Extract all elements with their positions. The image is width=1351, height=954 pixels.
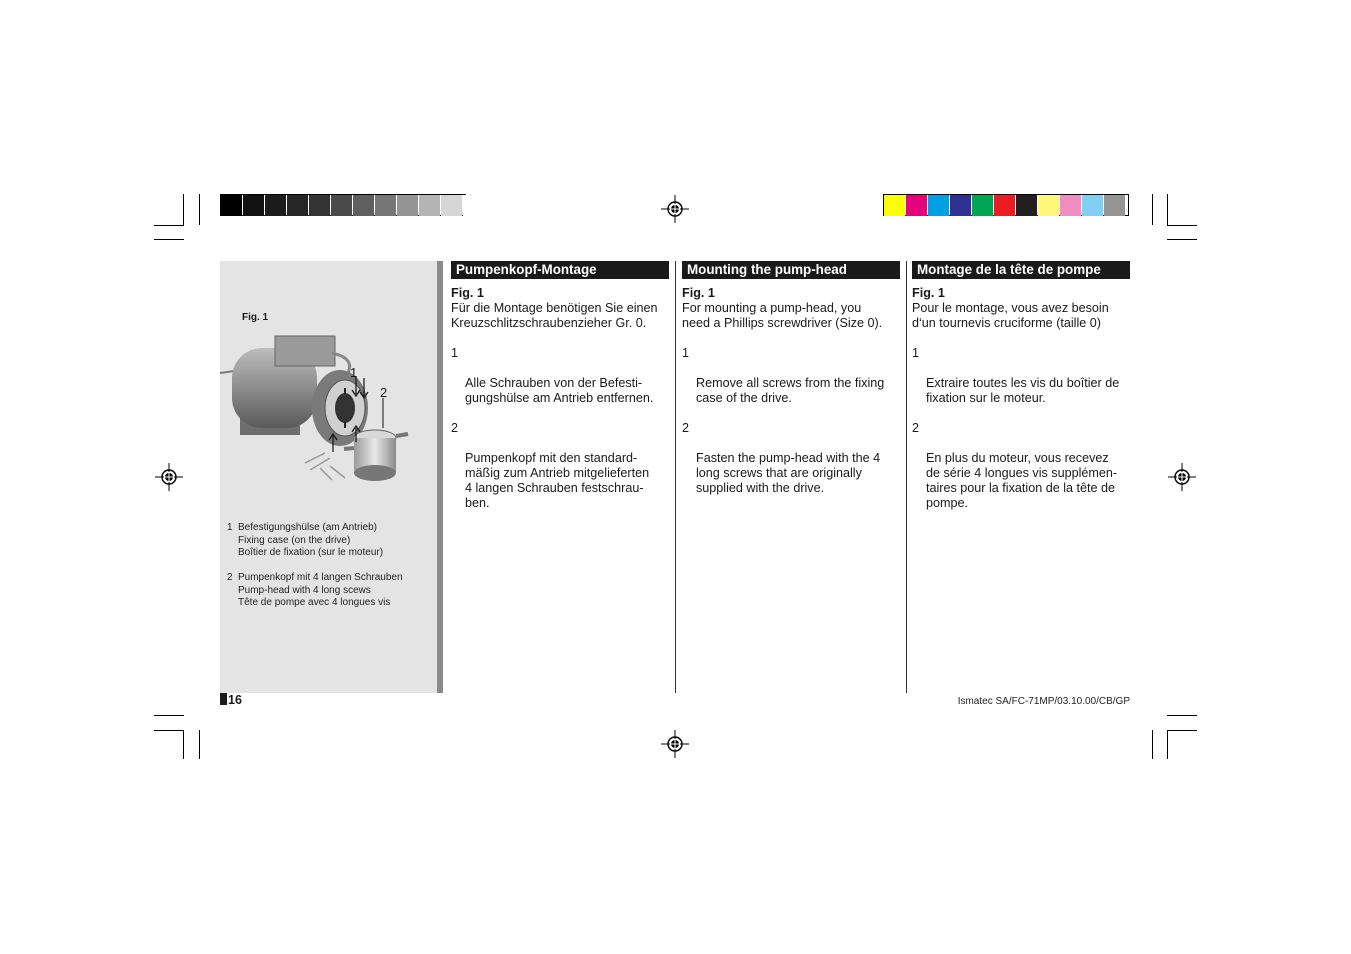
column-french bbox=[912, 261, 1130, 511]
callout-1: 1 bbox=[350, 365, 358, 380]
legend-text: Befestigungshülse (am Antrieb) Fixing case (on the drive) Boîtier de fixation (sur le moteur) bbox=[238, 522, 384, 559]
step-number: 1 bbox=[912, 346, 920, 360]
list-item bbox=[682, 346, 900, 406]
color-swatch bbox=[243, 195, 264, 216]
step-text: Extraire toutes les vis du boîtier de fixation sur le moteur. bbox=[926, 376, 1120, 405]
step-number: 1 bbox=[682, 346, 690, 360]
column-german bbox=[451, 261, 669, 511]
registration-mark-icon bbox=[155, 463, 183, 491]
color-swatch bbox=[221, 195, 242, 216]
legend-item bbox=[227, 522, 383, 560]
step-number: 1 bbox=[451, 346, 459, 360]
color-swatch bbox=[287, 195, 308, 216]
color-swatch bbox=[441, 195, 462, 216]
color-swatch bbox=[353, 195, 374, 216]
step-text: Fasten the pump-head with the 4 long screws that are originally supplied with the drive. bbox=[696, 451, 881, 495]
pump-motor-illustration bbox=[220, 328, 420, 488]
document-reference: Ismatec SA/FC-71MP/03.10.00/CB/GP bbox=[957, 696, 1130, 707]
section-heading: Montage de la tête de pompe bbox=[912, 261, 1130, 279]
list-item bbox=[682, 421, 900, 496]
intro-text: Pour le montage, vous avez besoin d‘un tournevis cruciforme (taille 0) bbox=[912, 301, 1109, 330]
step-number: 2 bbox=[912, 421, 920, 435]
fig-reference: Fig. 1 bbox=[912, 286, 945, 300]
list-item bbox=[451, 346, 669, 406]
legend-text: Pumpenkopf mit 4 langen Schrauben Pump-head with 4 long scews Tête de pompe avec 4 longues vis bbox=[238, 572, 403, 609]
legend-item bbox=[227, 572, 403, 610]
color-swatch bbox=[1038, 195, 1059, 216]
fig-reference: Fig. 1 bbox=[682, 286, 715, 300]
section-heading: Mounting the pump-head bbox=[682, 261, 900, 279]
registration-mark-icon bbox=[661, 730, 689, 758]
callout-2: 2 bbox=[380, 385, 388, 400]
color-swatch bbox=[1016, 195, 1037, 216]
list-item bbox=[451, 421, 669, 511]
color-swatch bbox=[397, 195, 418, 216]
list-item bbox=[912, 421, 1130, 511]
fig-reference: Fig. 1 bbox=[451, 286, 484, 300]
color-swatch bbox=[331, 195, 352, 216]
step-text: Alle Schrauben von der Befesti- gungshülse am Antrieb entfernen. bbox=[465, 376, 654, 405]
step-number: 2 bbox=[682, 421, 690, 435]
step-number: 2 bbox=[451, 421, 459, 435]
color-swatch bbox=[928, 195, 949, 216]
color-swatch bbox=[972, 195, 993, 216]
color-swatch bbox=[419, 195, 440, 216]
column-divider bbox=[906, 261, 907, 693]
color-swatch bbox=[309, 195, 330, 216]
color-swatch bbox=[1082, 195, 1103, 216]
color-swatch bbox=[1060, 195, 1081, 216]
intro-text: Für die Montage benötigen Sie einen Kreuzschlitzschraubenzieher Gr. 0. bbox=[451, 301, 658, 330]
intro-text: For mounting a pump-head, you need a Phillips screwdriver (Size 0). bbox=[682, 301, 883, 330]
column-divider bbox=[675, 261, 676, 693]
figure-panel-edge bbox=[437, 261, 443, 693]
color-swatch bbox=[463, 195, 484, 216]
list-item bbox=[912, 346, 1130, 406]
registration-mark-icon bbox=[1168, 463, 1196, 491]
page-number bbox=[220, 693, 242, 707]
step-text: En plus du moteur, vous recevez de série 4 longues vis supplémen- taires pour la fixation de la tête de pompe. bbox=[926, 451, 1118, 510]
color-swatch bbox=[1104, 195, 1125, 216]
color-swatch bbox=[906, 195, 927, 216]
color-swatch bbox=[884, 195, 905, 216]
page-number-text: 16 bbox=[228, 693, 242, 707]
legend-number: 2 bbox=[227, 572, 233, 583]
figure-label: Fig. 1 bbox=[242, 312, 269, 323]
step-text: Pumpenkopf mit den standard- mäßig zum Antrieb mitgelieferten 4 langen Schrauben festschrau- ben. bbox=[465, 451, 650, 510]
color-swatch bbox=[950, 195, 971, 216]
section-heading: Pumpenkopf-Montage bbox=[451, 261, 669, 279]
legend-number: 1 bbox=[227, 522, 233, 533]
registration-mark-icon bbox=[661, 195, 689, 223]
color-swatch bbox=[375, 195, 396, 216]
column-english bbox=[682, 261, 900, 496]
color-swatch bbox=[265, 195, 286, 216]
color-swatch bbox=[994, 195, 1015, 216]
step-text: Remove all screws from the fixing case of the drive. bbox=[696, 376, 885, 405]
